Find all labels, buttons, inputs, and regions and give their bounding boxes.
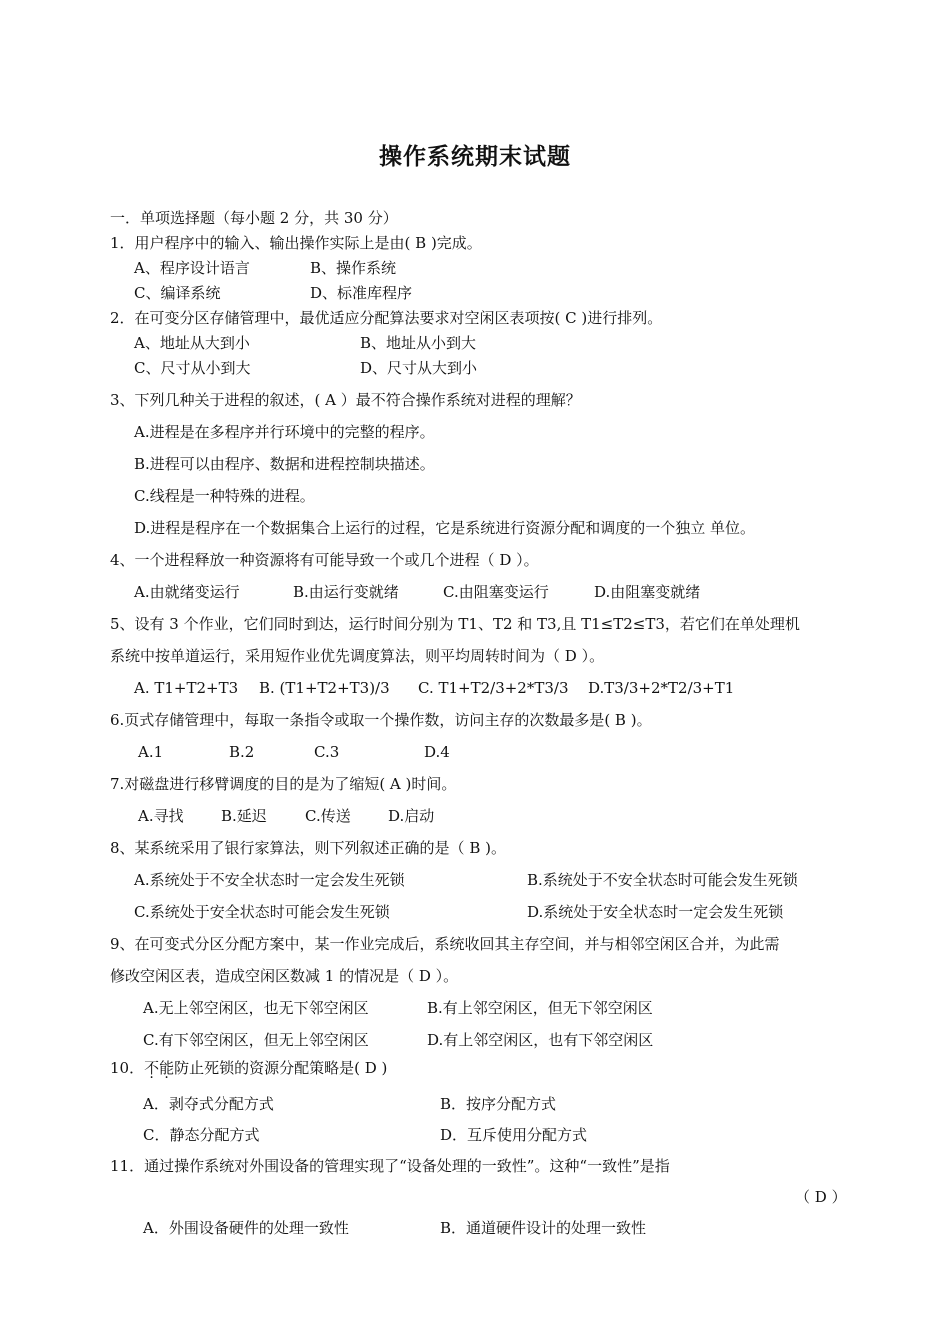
question-5-option-d: D.T3/3+2*T2/3+T1 bbox=[588, 679, 735, 697]
question-4-stem: 4、一个进程释放一种资源将有可能导致一个或几个进程（ D ）。 bbox=[110, 551, 539, 569]
question-7-option-d: D.启动 bbox=[388, 807, 435, 825]
question-5-stem: 5、设有 3 个作业，它们同时到达，运行时间分别为 T1、T2 和 T3,且 T1≤T2≤T3，若它们在单处理机 bbox=[110, 615, 800, 633]
question-4-option-c: C.由阻塞变运行 bbox=[443, 583, 549, 601]
question-9-stem: 9、在可变式分区分配方案中，某一作业完成后，系统收回其主存空间，并与相邻空闲区合并，为此需 bbox=[110, 935, 780, 953]
question-7-option-b: B.延迟 bbox=[221, 807, 267, 825]
question-10-option-c: C．静态分配方式 bbox=[143, 1126, 260, 1144]
question-8-stem: 8、某系统采用了银行家算法，则下列叙述正确的是（ B )。 bbox=[110, 839, 506, 857]
page-title: 操作系统期末试题 bbox=[379, 144, 571, 170]
question-2-option-b: B、地址从小到大 bbox=[360, 334, 477, 352]
question-7-stem: 7.对磁盘进行移臂调度的目的是为了缩短( A )时间。 bbox=[110, 775, 457, 793]
section-heading: 一．单项选择题（每小题 2 分，共 30 分） bbox=[110, 209, 398, 227]
question-1-option-c: C、编译系统 bbox=[134, 284, 221, 302]
question-11-answer: （ D ） bbox=[795, 1188, 847, 1206]
question-4-option-b: B.由运行变就绪 bbox=[293, 583, 399, 601]
question-6-stem: 6.页式存储管理中，每取一条指令或取一个操作数，访问主存的次数最多是( B )。 bbox=[110, 711, 652, 729]
question-9-option-a: A.无上邻空闲区，也无下邻空闲区 bbox=[143, 999, 369, 1017]
question-2-stem: 2．在可变分区存储管理中，最优适应分配算法要求对空闲区表项按( C )进行排列。 bbox=[110, 309, 663, 327]
question-9-option-d: D.有上邻空闲区，也有下邻空闲区 bbox=[427, 1031, 654, 1049]
question-1-option-a: A、程序设计语言 bbox=[134, 259, 250, 277]
question-6-option-c: C.3 bbox=[314, 743, 340, 761]
question-9-stem-continued: 修改空闲区表，造成空闲区数减 1 的情况是（ D ）。 bbox=[110, 967, 459, 985]
question-6-option-d: D.4 bbox=[424, 743, 450, 761]
question-8-option-c: C.系统处于安全状态时可能会发生死锁 bbox=[134, 903, 390, 921]
question-1-option-d: D、标准库程序 bbox=[310, 284, 413, 302]
question-7-option-c: C.传送 bbox=[305, 807, 351, 825]
question-8-option-d: D.系统处于安全状态时一定会发生死锁 bbox=[527, 903, 784, 921]
question-2-option-d: D、尺寸从大到小 bbox=[360, 359, 478, 377]
question-7-option-a: A.寻找 bbox=[138, 807, 184, 825]
question-10-option-d: D．互斥使用分配方式 bbox=[440, 1126, 588, 1144]
question-5-stem-continued: 系统中按单道运行，采用短作业优先调度算法，则平均周转时间为（ D ）。 bbox=[110, 647, 605, 665]
question-1-stem: 1．用户程序中的输入、输出操作实际上是由( B )完成。 bbox=[110, 234, 482, 252]
question-9-option-b: B.有上邻空闲区，但无下邻空闲区 bbox=[427, 999, 653, 1017]
question-5-option-c: C. T1+T2/3+2*T3/3 bbox=[418, 679, 569, 697]
question-5-option-b: B. (T1+T2+T3)/3 bbox=[259, 679, 390, 697]
question-6-option-b: B.2 bbox=[229, 743, 255, 761]
question-9-option-c: C.有下邻空闲区，但无上邻空闲区 bbox=[143, 1031, 369, 1049]
question-4-option-d: D.由阻塞变就绪 bbox=[594, 583, 701, 601]
question-3-option-c: C.线程是一种特殊的进程。 bbox=[134, 487, 315, 505]
question-3-option-b: B.进程可以由程序、数据和进程控制块描述。 bbox=[134, 455, 435, 473]
question-6-option-a: A.1 bbox=[138, 743, 164, 761]
question-11-option-a: A．外围设备硬件的处理一致性 bbox=[143, 1219, 349, 1237]
question-3-option-a: A.进程是在多程序并行环境中的完整的程序。 bbox=[134, 423, 435, 441]
question-3-option-d: D.进程是程序在一个数据集合上运行的过程，它是系统进行资源分配和调度的一个独立 单位。 bbox=[134, 519, 756, 537]
question-4-option-a: A.由就绪变运行 bbox=[134, 583, 240, 601]
question-2-option-a: A、地址从大到小 bbox=[134, 334, 250, 352]
question-10-number: 10． bbox=[110, 1059, 145, 1077]
question-5-option-a: A. T1+T2+T3 bbox=[134, 679, 239, 697]
question-10-emphasis-2: 能 bbox=[159, 1059, 175, 1077]
question-11-stem: 11．通过操作系统对外围设备的管理实现了“设备处理的一致性”。这种“一致性”是指 bbox=[110, 1157, 670, 1175]
question-3-stem: 3、下列几种关于进程的叙述，( A ）最不符合操作系统对进程的理解？ bbox=[110, 391, 581, 409]
question-10-stem-rest: 防止死锁的资源分配策略是( D ) bbox=[174, 1059, 388, 1077]
question-10-option-a: A．剥夺式分配方式 bbox=[143, 1095, 274, 1113]
question-8-option-b: B.系统处于不安全状态时可能会发生死锁 bbox=[527, 871, 798, 889]
question-2-option-c: C、尺寸从小到大 bbox=[134, 359, 251, 377]
question-1-option-b: B、操作系统 bbox=[310, 259, 397, 277]
question-11-option-b: B．通道硬件设计的处理一致性 bbox=[440, 1219, 647, 1237]
question-8-option-a: A.系统处于不安全状态时一定会发生死锁 bbox=[134, 871, 405, 889]
question-10-option-b: B．按序分配方式 bbox=[440, 1095, 557, 1113]
question-10-emphasis-1: 不 bbox=[144, 1059, 160, 1077]
question-10-stem bbox=[110, 1057, 387, 1079]
